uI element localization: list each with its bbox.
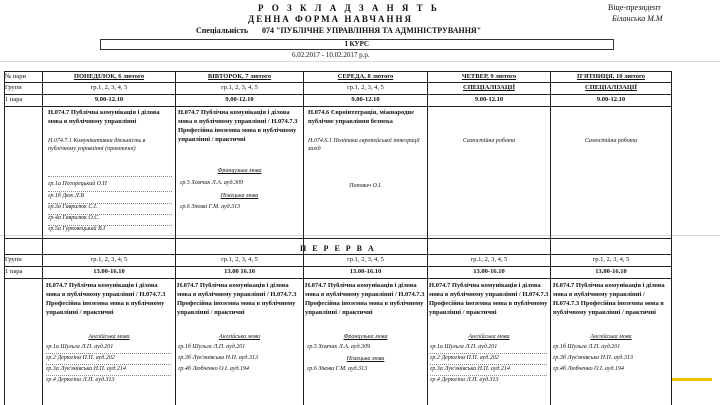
monday-group-pm: гр.4 Дерюгіна Л.П. ауд.313 [46, 377, 115, 383]
monday-group: гр.4а Гаврилюк О.С. [48, 215, 100, 221]
course-bar: І КУРС [100, 39, 614, 50]
tuesday-language: Німецька мова [220, 193, 259, 199]
time-cell: 9.00-12.10 [474, 96, 504, 103]
vice-president-label: Віце-президент [608, 3, 661, 12]
thursday-group-pm: гр.2 Дерюгіна П.П. ауд.202 [430, 355, 499, 361]
wednesday-group-pm: гр.5 Хомчак Л.А. ауд.309 [307, 344, 370, 350]
monday-subject: Н.074.7 Публічна комунікація і ділова мова в публічному управлінні [48, 109, 160, 125]
friday-group-pm: гр.4б Любченко О.І. ауд.194 [553, 366, 625, 372]
monday-group: гр.1а Погорецький О.П [48, 181, 107, 187]
day-header-wednesday: СЕРЕДА, 8 лютого [337, 73, 394, 80]
friday-group-pm: гр.3б Лук'янівська Н.П. ауд.313 [553, 355, 633, 361]
tuesday-subject-pm: Н.074.7 Публічна комунікація і ділова мова в публічному управлінні / Н.074.7.3 Професійна іноземна мова в публічному управлінні / практичні [177, 282, 297, 316]
vice-president-name: Біланська М.М [612, 14, 663, 23]
schedule-title: Р О З К Л А Д З А Н Я Т Ь [258, 3, 440, 13]
day-header-thursday: ЧЕТВЕР, 9 лютого [461, 73, 517, 80]
monday-group: гр.5а Гурковецький В.І [48, 226, 106, 232]
friday-language-pm: Англійська мова [590, 334, 632, 340]
friday-subject-pm: Н.074.7 Публічна комунікація і ділова мова в публічному управлінні / Н.074.7.3 Професійна іноземна мова в публічному управлінні / практичні [553, 282, 665, 316]
monday-language-pm: Англійська мова [88, 334, 130, 340]
wednesday-language-pm-2: Німецька мова [346, 356, 385, 362]
break-label: П Е Р Е Р В А [300, 244, 376, 253]
group-cell: гр.1, 2, 3, 4, 5 [347, 256, 384, 263]
tuesday-subject: Н.074.7 Публічна комунікація і ділова мова в публічному управлінні / Н.074.7.3 Професійна іноземна мова в публічному управлінні / практичні [178, 109, 298, 143]
monday-subtopic: Н.074.7.1 Комунікативна діяльність в публічному управлінні (практичні) [48, 138, 146, 152]
time-cell: 13.00-16.10 [473, 268, 505, 275]
wednesday-group-pm: гр.6 Зікова Г.М. ауд.313 [307, 366, 368, 372]
thursday-group-pm: гр.4 Дерюгіна Л.П. ауд.313 [430, 377, 499, 383]
time-cell: 13.00-16.10 [93, 268, 125, 275]
group-cell: гр.1, 2, 3, 4, 5 [592, 256, 630, 263]
wednesday-subject: Н.074.6 Євроінтеграція, міжнародне публічне управління безпека [308, 109, 415, 125]
day-header-tuesday: ВІВТОРОК, 7 лютого [207, 73, 272, 80]
tuesday-group: гр.5 Хомчак Л.А. ауд.309 [180, 180, 243, 186]
pair-number: 1 пара [5, 96, 23, 103]
monday-group: гр.3а Гаврилюк С.І. [48, 204, 98, 210]
date-range: 6.02.2017 - 10.02.2017 р.р. [292, 51, 370, 59]
highlight-mark [672, 378, 712, 381]
monday-subject-pm: Н.074.7 Публічна комунікація і ділова мова в публічному управлінні / Н.074.7.3 Професійна іноземна мова в публічному управлінні / практичні [46, 282, 166, 316]
time-cell: 13.00 16.10 [224, 268, 255, 275]
time-cell: 9.00-12.10 [225, 96, 254, 103]
monday-group-pm: гр.1а Шульга Л.П. ауд.201 [46, 344, 114, 350]
time-cell: 9.00-12.10 [94, 96, 124, 103]
group-cell: гр.1, 2, 3, 4, 5 [90, 256, 128, 263]
thursday-group-pm: гр.3а Лук'янівська Н.П. ауд.214 [430, 366, 510, 372]
tuesday-group: гр.6 Зікова Г.М. ауд.313 [180, 204, 241, 210]
group-cell: гр.1, 2, 3, 4, 5 [470, 256, 508, 263]
day-header-monday: ПОНЕДІЛОК, 6 лютого [73, 73, 145, 80]
group-label: Групи [5, 256, 22, 263]
wednesday-subject-pm: Н.074.7 Публічна комунікація і ділова мова в публічному управлінні / Н.074.7.3 Професійна іноземна мова в публічному управлінні / практичні [305, 282, 425, 316]
group-cell: СПЕЦІАЛІЗАЦІЇ [585, 84, 637, 91]
friday-group-pm: гр.1б Шульга Л.П. ауд.201 [553, 344, 621, 350]
wednesday-subtopic: Н.074.6.1 Політика європейської інтеграції захід [308, 138, 420, 152]
group-cell: гр.1, 2, 3, 4, 5 [221, 84, 258, 91]
tuesday-group-pm: гр.1б Шульга Л.П. ауд.201 [178, 344, 246, 350]
group-cell: гр.1, 2, 3, 4, 5 [90, 84, 128, 91]
pair-column-header: № пари [5, 73, 26, 80]
time-cell: 13.00-16.10 [595, 268, 627, 275]
group-label: Групи [5, 84, 22, 91]
monday-group-pm: гр.3а Лук'янівська Н.П. ауд.214 [46, 366, 126, 372]
day-header-friday: П'ЯТНИЦЯ, 10 лютого [576, 73, 646, 80]
thursday-activity: Самостійна робота [462, 138, 516, 144]
group-cell: гр.1, 2, 3, 4, 5 [347, 84, 384, 91]
wednesday-language-pm: Французька мова [343, 334, 388, 340]
monday-group: гр.1б Дюк Л.В [48, 193, 84, 199]
tuesday-language-pm: Англійська мова [218, 334, 261, 340]
time-cell: 9.00-12.10 [596, 96, 626, 103]
thursday-group-pm: гр.1а Шульга Л.П. ауд.201 [430, 344, 498, 350]
friday-activity: Самостійна робота [584, 138, 638, 144]
specialty-label: Спеціальність [196, 26, 249, 35]
time-cell: 13.00-16.10 [349, 268, 382, 275]
pair-number: 1 пара [5, 268, 23, 275]
tuesday-language: Французька мова [217, 168, 262, 174]
tuesday-group-pm: гр.4б Любченко О.І. ауд.194 [178, 366, 250, 372]
group-cell: СПЕЦІАЛІЗАЦІЇ [463, 84, 515, 91]
group-cell: гр.1, 2, 3, 4, 5 [221, 256, 258, 263]
tuesday-group-pm: гр.3б Лук'янівська Н.П. ауд.313 [178, 355, 258, 361]
time-cell: 9.00-12.10 [351, 96, 380, 103]
study-form: ДЕННА ФОРМА НАВЧАННЯ [248, 14, 414, 24]
specialty-value: 074 "ПУБЛІЧНЕ УПРАВЛІННЯ ТА АДМІНІСТРУВАННЯ" [262, 26, 482, 35]
thursday-subject-pm: Н.074.7 Публічна комунікація і ділова мова в публічному управлінні / Н.074.7.3 Професійна іноземна мова в публічному управлінні / практичні [429, 282, 549, 316]
thursday-language-pm: Англійська мова [468, 334, 510, 340]
wednesday-teacher: Попович О.І. [349, 183, 382, 189]
monday-group-pm: гр.2 Дерюгіна П.П. ауд.202 [46, 355, 115, 361]
